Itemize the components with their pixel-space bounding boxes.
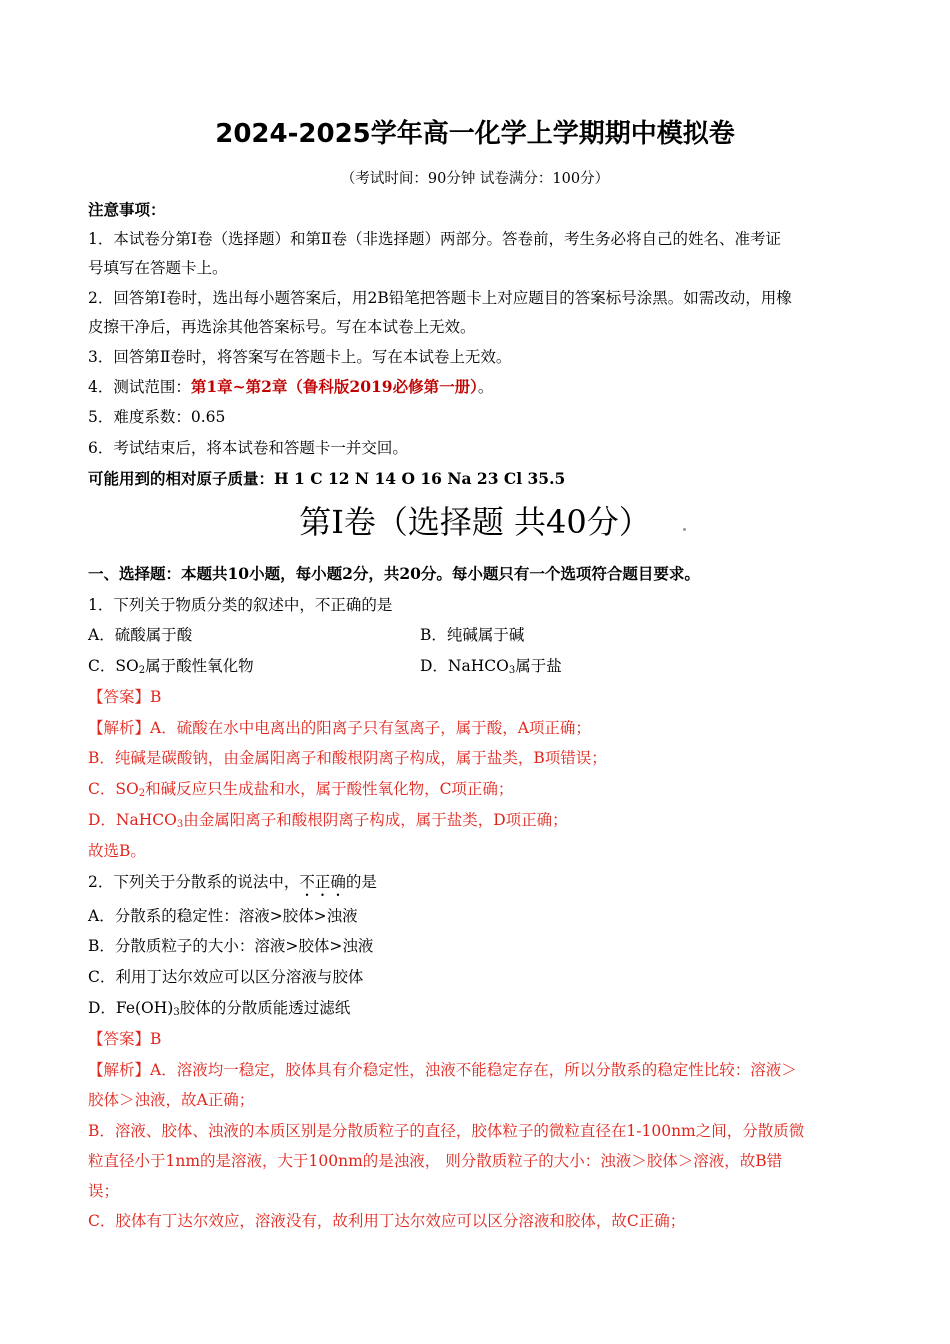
q2-explanation-c: C．胶体有丁达尔效应，溶液没有，故利用丁达尔效应可以区分溶液和胶体，故C正确； <box>88 1212 686 1230</box>
q1-option-c: C．$SO_2$属于酸性氧化物 <box>88 657 254 676</box>
notice-heading: 注意事项： <box>88 200 166 219</box>
q1-explanation-a: 【解析】A．硫酸在水中电离出的阳离子只有氢离子，属于酸，A项正确； <box>88 719 591 737</box>
q1-explanation-b: B．纯碱是碳酸钠，由金属阳离子和酸根阴离子构成，属于盐类，B项错误； <box>88 749 607 767</box>
notice-item-2a: 2．回答第Ⅰ卷时，选出每小题答案后，用2B铅笔把答题卡上对应题目的答案标号涂黑。如需改动，用橡 <box>88 289 792 307</box>
notice-item-4-suffix: 。 <box>477 378 494 396</box>
section-title: 第Ⅰ卷（选择题 共40分） <box>299 503 651 541</box>
notice-item-1b: 号填写在答题卡上。 <box>88 259 228 277</box>
notice-item-5: 5．难度系数：0.65 <box>88 408 226 426</box>
notice-item-4 <box>88 376 493 398</box>
stray-mark <box>683 528 686 531</box>
q2-explanation-b1: B．溶液、胶体、浊液的本质区别是分散质粒子的直径，胶体粒子的微粒直径在1-100nm之间，分散质微 <box>88 1122 805 1140</box>
q2-option-c: C．利用丁达尔效应可以区分溶液与胶体 <box>88 968 364 986</box>
page-title: 2024-2025学年高一化学上学期期中模拟卷 <box>215 119 735 149</box>
q1-explanation-d: D．NaHCO$_3$由金属阳离子和酸根阴离子构成，属于盐类，D项正确； <box>88 811 568 830</box>
q1-option-a: A．硫酸属于酸 <box>88 626 193 644</box>
notice-item-2b: 皮擦干净后，再选涂其他答案标号。写在本试卷上无效。 <box>88 318 476 336</box>
q1-explanation-c: C．$SO_2$和碱反应只生成盐和水，属于酸性氧化物，C项正确； <box>88 780 514 799</box>
q2-stem: 2．下列关于分散系的说法中，不正确的是 <box>88 873 377 891</box>
section-instruction: 一、选择题：本题共10小题，每小题2分，共20分。每小题只有一个选项符合题目要求。 <box>88 564 700 583</box>
q1-option-d: D．NaHCO$_3$属于盐 <box>420 657 562 676</box>
q2-answer: 【答案】B <box>88 1030 162 1048</box>
q2-explanation-b3: 误； <box>88 1182 120 1200</box>
q2-explanation-b2: 粒直径小于1nm的是溶液，大于100nm的是浊液， 则分散质粒子的大小：浊液＞胶体＞溶液，故B错 <box>88 1152 783 1170</box>
atomic-mass-line: 可能用到的相对原子质量：H 1 C 12 N 14 O 16 Na 23 Cl 35.5 <box>88 469 566 488</box>
notice-item-6: 6．考试结束后，将本试卷和答题卡一并交回。 <box>88 439 408 457</box>
notice-item-4-prefix: 4．测试范围： <box>88 378 191 396</box>
q1-conclusion: 故选B。 <box>88 842 146 860</box>
q2-explanation-a1: 【解析】A．溶液均一稳定，胶体具有介稳定性，浊液不能稳定存在，所以分散系的稳定性比较：溶液＞ <box>88 1061 797 1079</box>
q1-answer: 【答案】B <box>88 688 162 706</box>
q2-explanation-a2: 胶体＞浊液，故A正确； <box>88 1091 255 1109</box>
notice-item-1a: 1．本试卷分第Ⅰ卷（选择题）和第Ⅱ卷（非选择题）两部分。答卷前，考生务必将自己的姓名、准考证 <box>88 230 782 248</box>
q1-stem: 1．下列关于物质分类的叙述中，不正确的是 <box>88 596 393 614</box>
test-range: 第1章~第2章（鲁科版2019必修第一册） <box>190 377 478 396</box>
emphasis-text: 不正确 <box>299 873 346 891</box>
q1-option-b: B．纯碱属于碱 <box>420 626 525 644</box>
notice-item-3: 3．回答第Ⅱ卷时，将答案写在答题卡上。写在本试卷上无效。 <box>88 348 512 366</box>
q2-option-d: D．$Fe(OH)_3$胶体的分散质能透过滤纸 <box>88 999 351 1018</box>
q2-option-b: B．分散质粒子的大小：溶液>胶体>浊液 <box>88 937 374 955</box>
q2-option-a: A．分散系的稳定性：溶液>胶体>浊液 <box>88 907 358 925</box>
exam-info: （考试时间：90分钟 试卷满分：100分） <box>340 171 610 187</box>
